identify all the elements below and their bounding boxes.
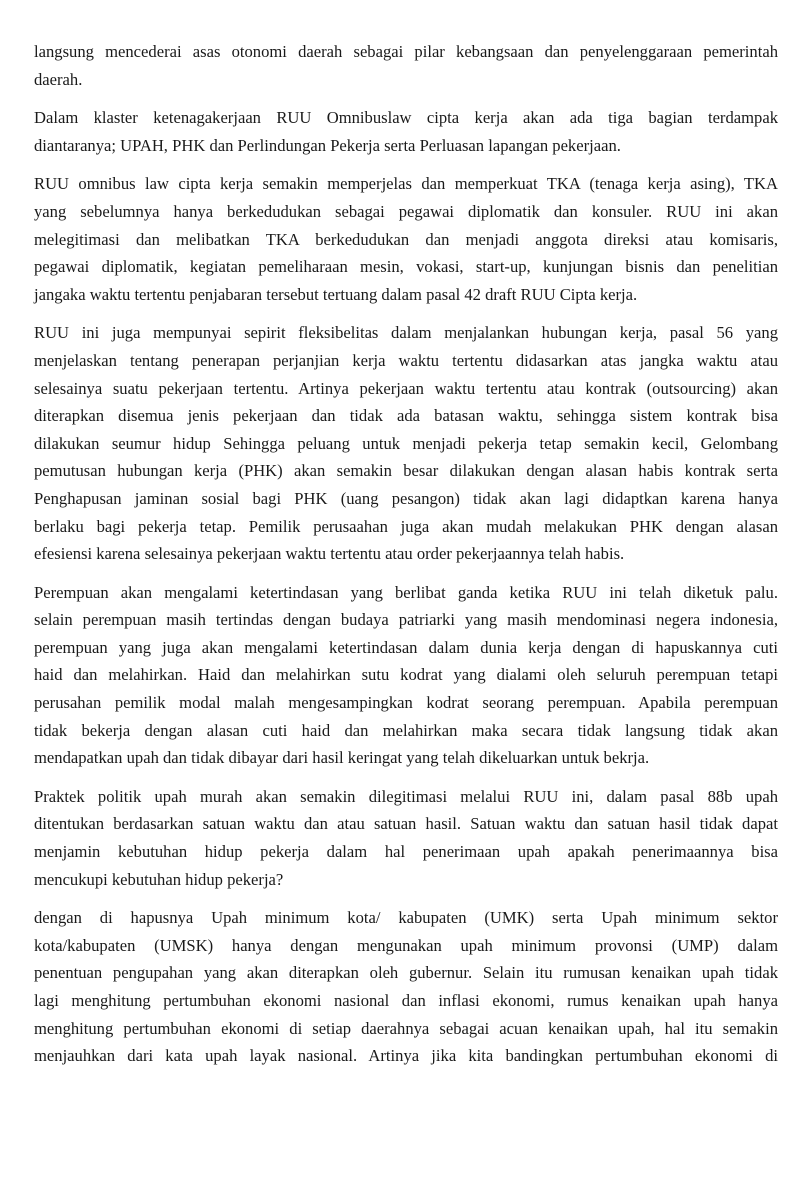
document-page: [34, 0, 778, 1070]
paragraph-3: [34, 170, 778, 308]
paragraph-1: [34, 38, 778, 93]
text-line: Dalam klaster ketenagakerjaan RUU Omnibuslaw cipta kerja akan ada tiga bagian terdampak: [34, 108, 778, 128]
text-line: Praktek politik upah murah akan semakin dilegitimasi melalui RUU ini, dalam pasal 88b upah: [34, 786, 778, 806]
text-line: pegawai diplomatik, kegiatan pemeliharaan mesin, vokasi, start-up, kunjungan bisnis dan penelitian: [34, 257, 778, 277]
text-line: ditentukan berdasarkan satuan waktu dan atau satuan hasil. Satuan waktu dan satuan hasil tidak dapat: [34, 814, 778, 834]
text-line: dilakukan seumur hidup Sehingga peluang untuk menjadi pekerja tetap semakin kecil, Gelombang: [34, 433, 778, 453]
text-line: mencukupi kebutuhan hidup pekerja?: [34, 869, 284, 889]
text-line: langsung mencederai asas otonomi daerah sebagai pilar kebangsaan dan penyelenggaraan pemerintah: [34, 42, 778, 61]
text-line: kota/kabupaten (UMSK) hanya dengan mengunakan upah minimum provonsi (UMP) dalam: [34, 935, 778, 955]
paragraph-6: [34, 783, 778, 893]
text-line: haid dan melahirkan. Haid dan melahirkan sutu kodrat yang dialami oleh seluruh perempuan tetapi: [34, 665, 778, 685]
text-line: selain perempuan masih tertindas dengan budaya patriarki yang masih mendominasi negera indonesia,: [34, 610, 778, 630]
text-line: selesainya suatu pekerjaan tertentu. Artinya pekerjaan waktu tertentu atau kontrak (outsourcing) akan: [34, 378, 778, 398]
text-line: tidak bekerja dengan alasan cuti haid dan melahirkan maka secara tidak langsung tidak akan: [34, 720, 778, 740]
text-line: perempuan yang juga akan mengalami ketertindasan dalam dunia kerja dengan di hapuskannya cuti: [34, 637, 778, 657]
text-line: daerah.: [34, 69, 83, 89]
text-line: RUU omnibus law cipta kerja semakin memperjelas dan memperkuat TKA (tenaga kerja asing), TKA: [34, 174, 778, 194]
text-line: mendapatkan upah dan tidak dibayar dari hasil keringat yang telah dikeluarkan untuk bekrja.: [34, 748, 650, 768]
text-line: penentuan pengupahan yang akan diterapkan oleh gubernur. Selain itu rumusan kenaikan upah tidak: [34, 963, 778, 983]
text-line: diterapkan disemua jenis pekerjaan dan tidak ada batasan waktu, sehingga sistem kontrak bisa: [34, 406, 778, 426]
text-line: berlaku bagi pekerja tetap. Pemilik perusaahan juga akan mudah melakukan PHK dengan alasan: [34, 516, 778, 536]
text-line: Penghapusan jaminan sosial bagi PHK (uang pesangon) tidak akan lagi didaptkan karena hanya: [34, 488, 778, 508]
text-line: lagi menghitung pertumbuhan ekonomi nasional dan inflasi ekonomi, rumus kenaikan upah hanya: [34, 991, 778, 1010]
text-line: yang sebelumnya hanya berkedudukan sebagai pegawai diplomatik dan konsuler. RUU ini akan: [34, 201, 778, 221]
text-line: menjelaskan tentang penerapan perjanjian kerja waktu tertentu didasarkan atas jangka waktu atau: [34, 350, 778, 370]
paragraph-2: [34, 104, 778, 159]
text-line: efesiensi karena selesainya pekerjaan waktu tertentu atau order pekerjaannya telah habis.: [34, 544, 625, 564]
text-line: melegitimasi dan melibatkan TKA berkedudukan dan menjadi anggota direksi atau komisaris,: [34, 229, 778, 249]
text-line: jangaka waktu tertentu penjabaran tersebut tertuang dalam pasal 42 draft RUU Cipta kerja.: [34, 284, 638, 304]
text-line: diantaranya; UPAH, PHK dan Perlindungan Pekerja serta Perluasan lapangan pekerjaan.: [34, 135, 621, 155]
text-line: perusahan pemilik modal malah mengesampingkan kodrat seorang perempuan. Apabila perempuan: [34, 693, 778, 713]
text-line: Perempuan akan mengalami ketertindasan yang berlibat ganda ketika RUU ini telah diketuk palu.: [34, 582, 778, 602]
text-line: RUU ini juga mempunyai sepirit fleksibelitas dalam menjalankan hubungan kerja, pasal 56 yang: [34, 323, 778, 343]
paragraph-4: [34, 319, 778, 567]
text-line: menjamin kebutuhan hidup pekerja dalam hal penerimaan upah apakah penerimaannya bisa: [34, 842, 778, 862]
paragraph-5: [34, 579, 778, 772]
text-line: menjauhkan dari kata upah layak nasional. Artinya jika kita bandingkan pertumbuhan ekonomi di: [34, 1046, 778, 1066]
text-line: dengan di hapusnya Upah minimum kota/ kabupaten (UMK) serta Upah minimum sektor: [34, 908, 778, 928]
text-line: menghitung pertumbuhan ekonomi di setiap daerahnya sebagai acuan kenaikan upah, hal itu semakin: [34, 1018, 778, 1038]
paragraph-7: [34, 904, 778, 1070]
text-line: pemutusan hubungan kerja (PHK) akan semakin besar dilakukan dengan alasan habis kontrak serta: [34, 461, 778, 481]
